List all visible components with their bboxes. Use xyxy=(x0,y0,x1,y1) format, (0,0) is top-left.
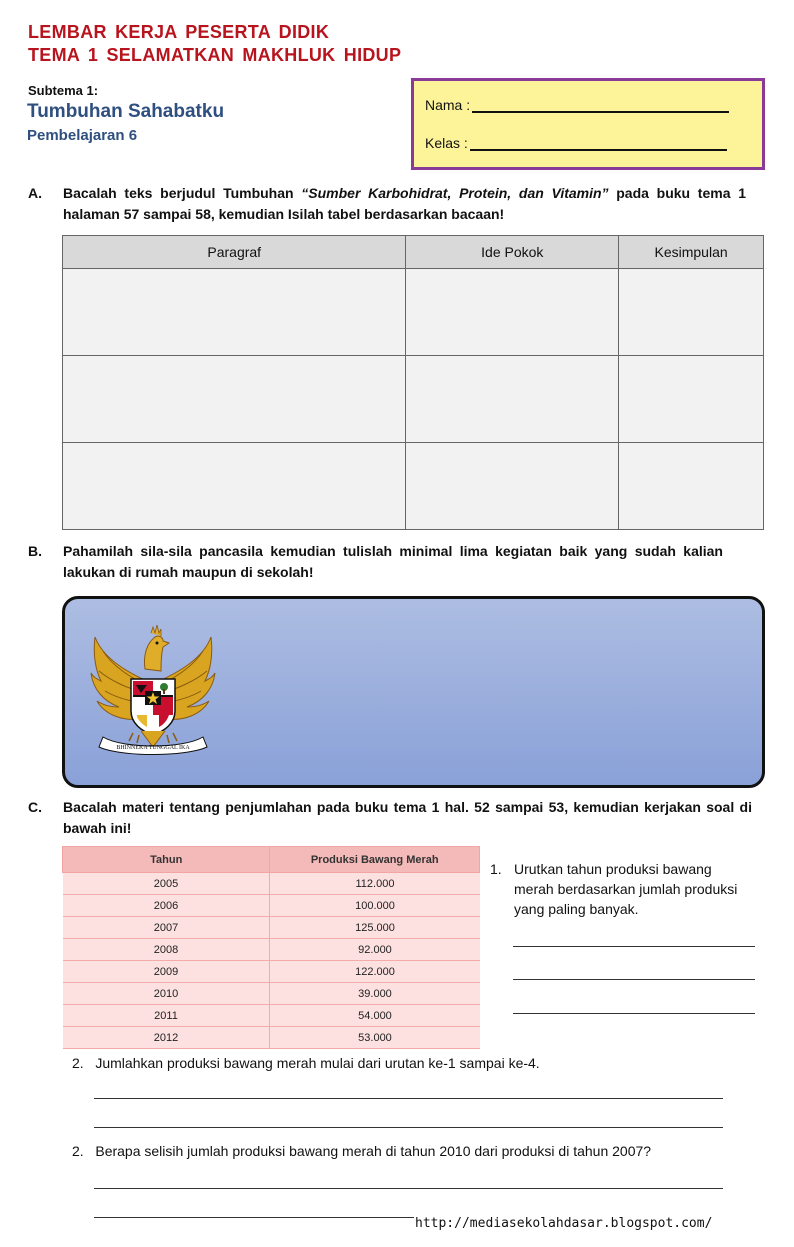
answer-cell[interactable] xyxy=(63,269,406,356)
reading-summary-table xyxy=(62,235,764,530)
table-row xyxy=(63,939,480,961)
answer-line[interactable] xyxy=(94,1188,723,1189)
worksheet-title-line1: LEMBAR KERJA PESERTA DIDIK xyxy=(28,22,330,42)
section-c-letter: C. xyxy=(28,799,42,815)
section-b-instruction: Pahamilah sila-sila pancasila kemudian tulislah minimal lima kegiatan baik yang sudah kalian lakukan di rumah maupun di sekolah! xyxy=(63,543,723,580)
kelas-field[interactable] xyxy=(470,137,727,151)
table-row xyxy=(63,983,480,1005)
answer-cell[interactable] xyxy=(406,443,619,530)
table-row xyxy=(63,895,480,917)
section-a-letter: A. xyxy=(28,185,42,201)
section-c-instruction: Bacalah materi tentang penjumlahan pada buku tema 1 hal. 52 sampai 53, kemudian kerjakan soal di bawah ini! xyxy=(63,799,752,836)
year-cell: 2006 xyxy=(63,895,270,917)
question-2-number: 2. xyxy=(72,1055,84,1071)
nama-row xyxy=(425,97,729,113)
answer-cell[interactable] xyxy=(63,443,406,530)
year-cell: 2011 xyxy=(63,1005,270,1027)
production-cell: 100.000 xyxy=(270,895,480,917)
production-cell: 112.000 xyxy=(270,873,480,895)
year-cell: 2007 xyxy=(63,917,270,939)
answer-line[interactable] xyxy=(94,1217,414,1218)
production-cell: 39.000 xyxy=(270,983,480,1005)
onion-production-table xyxy=(62,846,480,1049)
nama-field[interactable] xyxy=(472,99,729,113)
question-3 xyxy=(72,1143,651,1159)
production-cell: 53.000 xyxy=(270,1027,480,1049)
production-cell: 92.000 xyxy=(270,939,480,961)
year-cell: 2010 xyxy=(63,983,270,1005)
section-a-instruction xyxy=(63,183,746,225)
section-a-text-after: pada buku tema 1 halaman 57 sampai 58, kemudian Isilah tabel berdasarkan bacaan! xyxy=(63,185,746,222)
pancasila-answer-panel[interactable] xyxy=(62,596,765,788)
table-row xyxy=(63,961,480,983)
pembelajaran-label: Pembelajaran 6 xyxy=(27,127,138,144)
year-cell: 2005 xyxy=(63,873,270,895)
answer-cell[interactable] xyxy=(619,269,764,356)
table-row xyxy=(63,873,480,895)
answer-cell[interactable] xyxy=(406,356,619,443)
question-2-text: Jumlahkan produksi bawang merah mulai dari urutan ke-1 sampai ke-4. xyxy=(95,1055,540,1071)
identity-box xyxy=(411,78,765,170)
garuda-motto-text: BHINNEKA TUNGGAL IKA xyxy=(116,745,190,751)
subtema-label: Subtema 1: xyxy=(28,83,99,98)
production-cell: 122.000 xyxy=(270,961,480,983)
question-3-number: 2. xyxy=(72,1143,84,1159)
answer-line[interactable] xyxy=(513,1013,755,1014)
table-row xyxy=(63,443,764,530)
answer-line[interactable] xyxy=(94,1127,723,1128)
table-row xyxy=(63,269,764,356)
answer-line[interactable] xyxy=(513,946,755,947)
section-b-letter: B. xyxy=(28,543,42,559)
answer-line[interactable] xyxy=(513,979,755,980)
footer-url[interactable]: http://mediasekolahdasar.blogspot.com/ xyxy=(415,1216,713,1231)
table-row xyxy=(63,356,764,443)
question-2 xyxy=(72,1055,540,1071)
garuda-pancasila-icon xyxy=(89,623,217,759)
table-header-row xyxy=(63,236,764,269)
production-cell: 54.000 xyxy=(270,1005,480,1027)
question-3-text: Berapa selisih jumlah produksi bawang merah di tahun 2010 dari produksi di tahun 2007? xyxy=(95,1143,652,1159)
nama-label: Nama : xyxy=(425,97,471,113)
header-tahun: Tahun xyxy=(63,847,270,873)
year-cell: 2009 xyxy=(63,961,270,983)
answer-cell[interactable] xyxy=(406,269,619,356)
table-row xyxy=(63,1005,480,1027)
question-1-number: 1. xyxy=(490,861,502,877)
header-produksi: Produksi Bawang Merah xyxy=(270,847,480,873)
subtema-name: Tumbuhan Sahabatku xyxy=(27,101,225,122)
worksheet-title-line2: TEMA 1 SELAMATKAN MAKHLUK HIDUP xyxy=(28,45,402,65)
answer-cell[interactable] xyxy=(619,443,764,530)
kelas-row xyxy=(425,135,727,151)
answer-cell[interactable] xyxy=(619,356,764,443)
table-row xyxy=(63,1027,480,1049)
production-header-row xyxy=(63,847,480,873)
year-cell: 2008 xyxy=(63,939,270,961)
production-cell: 125.000 xyxy=(270,917,480,939)
answer-cell[interactable] xyxy=(63,356,406,443)
header-paragraf: Paragraf xyxy=(63,236,406,269)
question-1-text: Urutkan tahun produksi bawang merah berdasarkan jumlah produksi yang paling banyak. xyxy=(514,861,738,917)
header-kesimpulan: Kesimpulan xyxy=(619,236,764,269)
answer-line[interactable] xyxy=(94,1098,723,1099)
header-ide-pokok: Ide Pokok xyxy=(406,236,619,269)
year-cell: 2012 xyxy=(63,1027,270,1049)
section-a-text-before: Bacalah teks berjudul Tumbuhan xyxy=(63,185,302,201)
table-row xyxy=(63,917,480,939)
question-1 xyxy=(490,859,760,929)
kelas-label: Kelas : xyxy=(425,135,468,151)
section-a-text-italic: “Sumber Karbohidrat, Protein, dan Vitamin” xyxy=(301,185,609,201)
